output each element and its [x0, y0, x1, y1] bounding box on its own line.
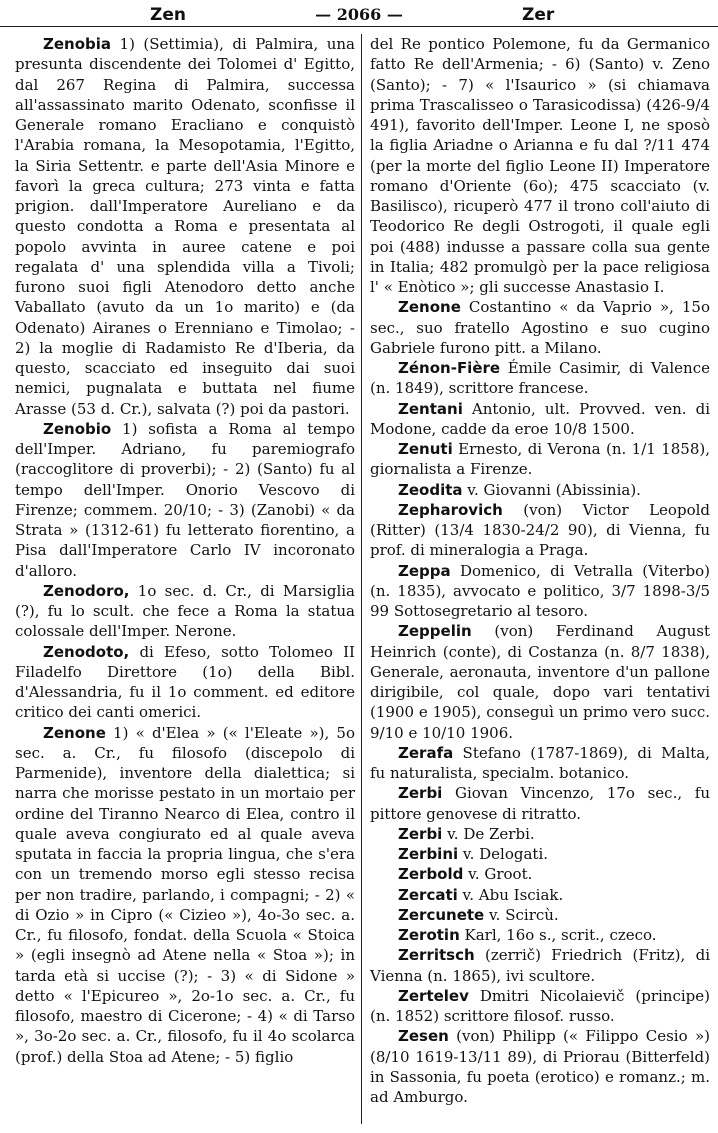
- dictionary-entry: [370, 885, 710, 905]
- entry-text: 1o sec. d. Cr., di Marsiglia (?), fu lo scult. che fece a Roma la statua colossale dell'Imper. Nerone.: [15, 581, 355, 641]
- entry-headword: Zesen: [398, 1027, 449, 1046]
- entry-headword: Zerbold: [398, 865, 464, 884]
- entry-text: v. De Zerbi.: [442, 824, 535, 843]
- entry-text: Ernesto, di Verona (n. 1/1 1858), giornalista a Firenze.: [370, 440, 710, 479]
- entry-headword: Zertelev: [398, 986, 469, 1005]
- entry-headword: Zerbini: [398, 845, 459, 863]
- dictionary-entry: [370, 34, 710, 297]
- entry-headword: Zerbi: [398, 824, 443, 843]
- entry-text: 1) (Settimia), di Palmira, una presunta discendente dei Tolomei d' Egitto, dal 267 Regina di Palmira, successa all'assassinato marito Odenato, sconfisse il Generale romano Eracliano e conquistò l'Arabia romana, la Mesopotamia, l'Egitto, la Siria Settentr. e parte dell'Asia Minore e favorì la greca cultura; 273 vinta e fatta prigion. dall'Imperatore Aureliano e da questo condotta a Roma e presentata al popolo avvinta in auree catene e poi regalata d' una splendida villa a Tivoli; furono suoi figli Atenodoro detto anche Vaballato (avuto da un 1o marito) e (da Odenato) Airanes o Erenniano e Timolao; - 2) la moglie di Radamisto Re d'Iberia, da questo, scacciato ed inseguito dai suoi nemici, pugnalata e buttata nel fiume Arasse (53 d. Cr.), salvata (?) poi da pastori.: [15, 35, 355, 418]
- dictionary-entry: [370, 480, 710, 500]
- dictionary-entry: [370, 439, 710, 480]
- dictionary-entry: [370, 500, 710, 561]
- entry-text: Karl, 16o s., scrit., czeco.: [459, 926, 657, 944]
- entry-headword: Zeodita: [398, 480, 463, 499]
- entry-headword: Zerafa: [398, 743, 454, 762]
- right-column: [370, 34, 710, 1107]
- dictionary-entry: [370, 844, 710, 864]
- dictionary-entry: [370, 945, 710, 986]
- dictionary-entry: [370, 1026, 710, 1107]
- entry-text: Émile Casimir, di Valence (n. 1849), scrittore francese.: [370, 359, 710, 398]
- dictionary-entry: [15, 723, 355, 1067]
- dictionary-entry: [370, 864, 710, 884]
- dictionary-entry: [370, 561, 710, 622]
- dictionary-entry: [15, 581, 355, 642]
- dictionary-entry: [370, 743, 710, 784]
- entry-text: Costantino « da Vaprio », 15o sec., suo fratello Agostino e suo cugino Gabriele furono pitt. a Milano.: [370, 298, 710, 357]
- column-divider: [361, 34, 362, 1124]
- page-number: — 2066 —: [315, 5, 403, 24]
- entry-text: di Efeso, sotto Tolomeo II Filadelfo Direttore (1o) della Bibl. d'Alessandria, fu il 1o comment. ed editore critico dei canti omerici.: [15, 642, 355, 722]
- entry-headword: Zenone: [398, 298, 461, 317]
- entry-headword: Zenone: [43, 723, 106, 742]
- entry-text: v. Delogati.: [458, 845, 549, 863]
- dictionary-entry: [370, 905, 710, 925]
- dictionary-entry: [370, 783, 710, 824]
- entry-headword: Zerritsch: [398, 946, 475, 965]
- left-column: [15, 34, 355, 1067]
- entry-text: Stefano (1787-1869), di Malta, fu naturalista, specialm. botanico.: [370, 743, 710, 782]
- entry-headword: Zénon-Fière: [398, 359, 501, 377]
- entry-text: Giovan Vincenzo, 17o sec., fu pittore genovese di ritratto.: [370, 784, 710, 823]
- dictionary-entry: [370, 824, 710, 844]
- page-header: [0, 0, 718, 27]
- entry-text: v. Scircù.: [484, 905, 559, 924]
- entry-headword: Zerbi: [398, 784, 443, 803]
- entry-headword: Zerotin: [398, 926, 460, 944]
- header-left-guide: Zen: [150, 5, 186, 25]
- dictionary-entry: [15, 642, 355, 723]
- entry-text: 1) « d'Elea » (« l'Eleate »), 5o sec. a. Cr., fu filosofo (discepolo di Parmenide), inventore della dialettica; si narra che morisse pestato in un mortaio per ordine del Tiranno Nearco di Elea, contro il quale aveva congiurato ed al quale aveva sputata in faccia la propria lingua, che s'era con un tremendo morso egli stesso recisa per non tradire, parlando, i compagni; - 2) « di Ozio » in Cipro (« Cizieo »), 4o-3o sec. a. Cr., fu filosofo, fondat. della Scuola « Stoica » (egli insegnò ad Atene nella « Stoa »); in tarda età si uccise (?); - 3) « di Sidone » detto « l'Epicureo », 2o-1o sec. a. Cr., fu filosofo, maestro di Cicerone; - 4) « di Tarso », 3o-2o sec. a. Cr., filosofo, fu il 4o scolarca (prof.) della Stoa ad Atene; - 5) figlio: [15, 723, 355, 1066]
- dictionary-entry: [370, 621, 710, 743]
- entry-text: Antonio, ult. Provved. ven. di Modone, cadde da eroe 10/8 1500.: [370, 399, 710, 438]
- dictionary-entry: [370, 297, 710, 358]
- entry-headword: Zenodoto,: [43, 642, 130, 661]
- entry-headword: Zepharovich: [398, 500, 503, 519]
- entry-headword: Zenodoro,: [43, 581, 130, 600]
- entry-text: 1) sofista a Roma al tempo dell'Imper. Adriano, fu paremiografo (raccoglitore di proverbi); - 2) (Santo) fu al tempo dell'Imper. Onorio Vescovo di Firenze; commem. 20/10; - 3) (Zanobi) « da Strata » (1312-61) fu letterato fiorentino, a Pisa dall'Imperatore Carlo IV incoronato d'alloro.: [15, 419, 355, 580]
- dictionary-entry: [15, 419, 355, 581]
- entry-headword: Zercunete: [398, 905, 485, 924]
- dictionary-entry: [370, 399, 710, 440]
- entry-headword: Zenobia: [43, 35, 112, 53]
- entry-headword: Zeppelin: [398, 622, 472, 641]
- entry-text: v. Giovanni (Abissinia).: [462, 480, 641, 499]
- dictionary-entry: [370, 925, 710, 945]
- entry-text: (von) Ferdinand August Heinrich (conte), di Costanza (n. 8/7 1838), Generale, aeronauta, inventore d'un pallone dirigibile, col quale, dopo vari tentativi (1900 e 1905), conseguì un primo vero succ. 9/10 e 10/10 1906.: [370, 622, 710, 742]
- entry-text: Domenico, di Vetralla (Viterbo) (n. 1835), avvocato e politico, 3/7 1898-3/5 99 Sottosegretario al tesoro.: [370, 561, 710, 620]
- entry-text: v. Groot.: [463, 865, 533, 884]
- entry-text: (von) Philipp (« Filippo Cesio ») (8/10 1619-13/11 89), di Priorau (Bitterfeld) in Sassonia, fu poeta (erotico) e romanz.; m. ad Amburgo.: [370, 1027, 710, 1106]
- entry-headword: Zenuti: [398, 440, 453, 458]
- dictionary-entry: [15, 34, 355, 419]
- entry-headword: Zercati: [398, 885, 458, 904]
- entry-headword: Zenobio: [43, 419, 112, 438]
- entry-text: v. Abu Isciak.: [457, 885, 564, 904]
- header-right-guide: Zer: [522, 5, 555, 25]
- entry-text: (zerrič) Friedrich (Fritz), di Vienna (n. 1865), ivi scultore.: [370, 946, 710, 985]
- entry-text: Dmitri Nicolaievič (principe) (n. 1852) scrittore filosof. russo.: [370, 986, 710, 1025]
- dictionary-entry: [370, 986, 710, 1027]
- entry-headword: Zentani: [398, 399, 463, 418]
- entry-text: (von) Victor Leopold (Ritter) (13/4 1830-24/2 90), di Vienna, fu prof. di mineralogia a Praga.: [370, 500, 710, 560]
- dictionary-entry: [370, 358, 710, 399]
- entry-text: del Re pontico Polemone, fu da Germanico fatto Re dell'Armenia; - 6) (Santo) v. Zeno (Santo); - 7) « l'Isaurico » (si chiamava prima Trascalisseo o Tarasicodissa) (426-9/4 491), favorito dell'Imper. Leone I, ne sposò la figlia Ariadne o Arianna e fu dal ?/11 474 (per la morte del figlio Leone II) Imperatore romano d'Oriente (6o); 475 scacciato (v. Basilisco), ricuperò 477 il trono coll'aiuto di Teodorico Re degli Ostrogoti, il quale egli poi (488) indusse a passare colla sua gente in Italia; 482 promulgò per la pace religiosa l' « Enòtico »; gli successe Anastasio I.: [370, 35, 710, 296]
- entry-headword: Zeppa: [398, 561, 451, 580]
